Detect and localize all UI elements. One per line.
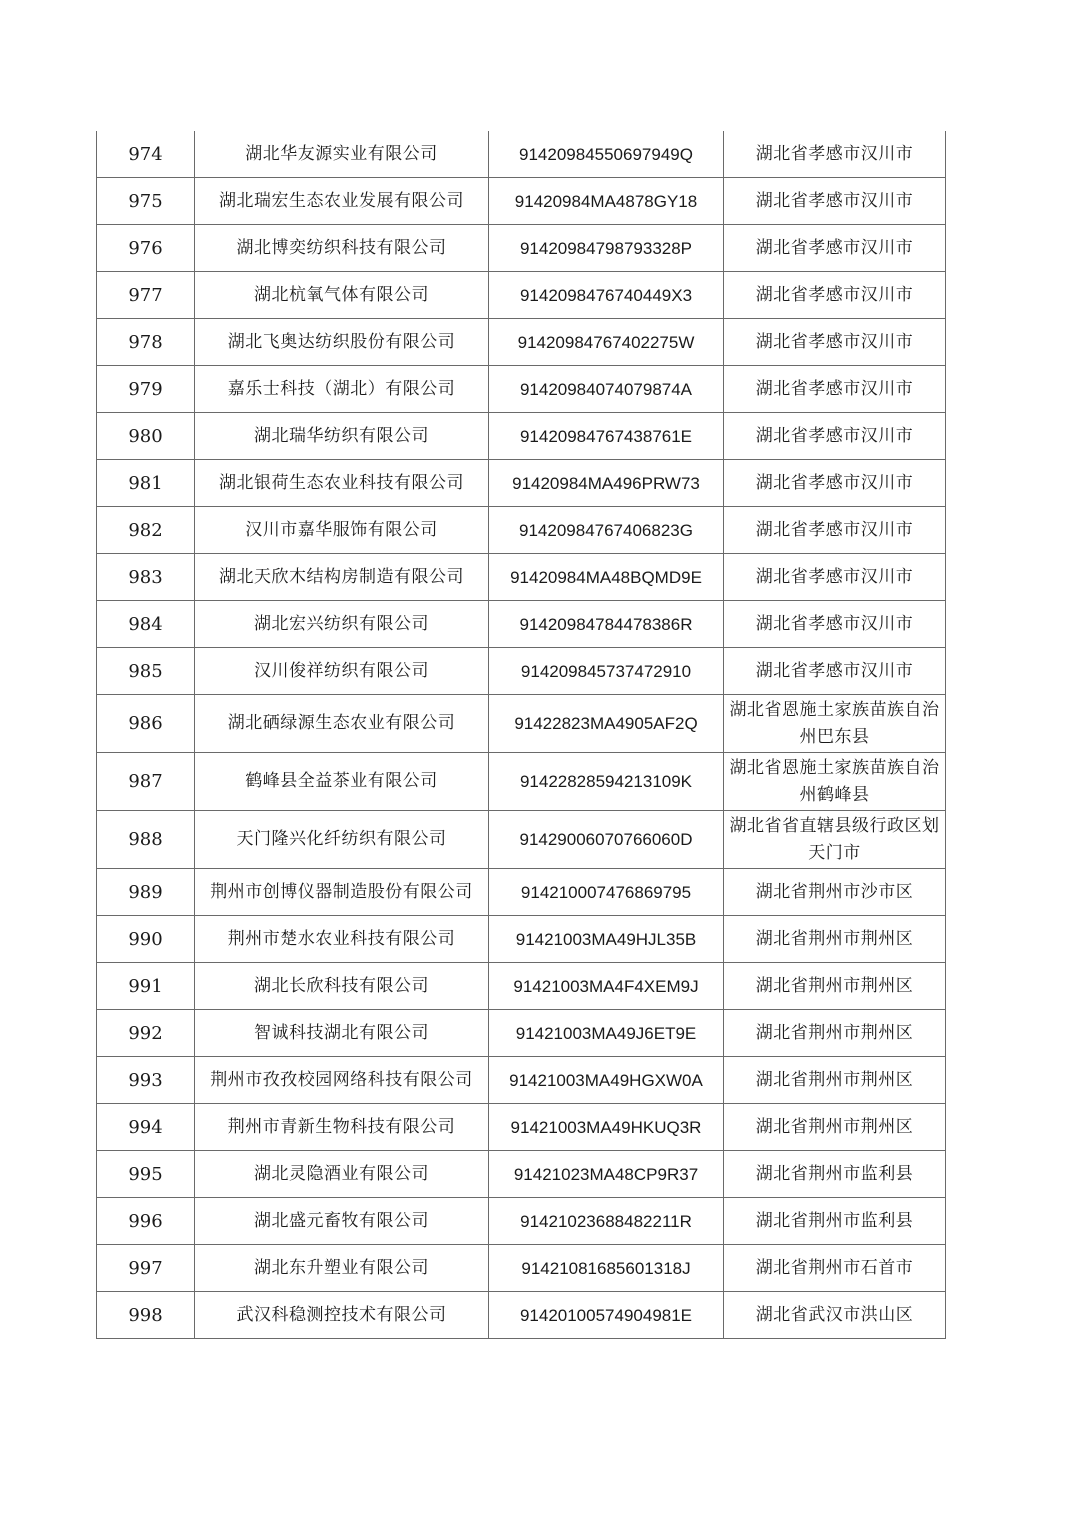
row-index-text: 998 — [128, 1304, 163, 1326]
table-row — [97, 225, 946, 272]
table-row — [97, 1104, 946, 1151]
row-index-cell — [97, 1104, 195, 1151]
row-index-text: 985 — [128, 660, 163, 682]
company-name-cell — [195, 225, 489, 272]
location-text: 湖北省孝感市汉川市 — [755, 237, 914, 258]
table-row — [97, 460, 946, 507]
location-cell — [724, 507, 946, 554]
location-text: 湖北省孝感市汉川市 — [755, 143, 914, 164]
table-row — [97, 1245, 946, 1292]
location-text: 湖北省孝感市汉川市 — [755, 566, 914, 587]
row-index-text: 997 — [128, 1257, 163, 1279]
row-index-text: 975 — [128, 190, 163, 212]
location-cell — [724, 1151, 946, 1198]
table-row — [97, 869, 946, 916]
credit-code-cell — [489, 1104, 724, 1151]
location-cell — [724, 695, 946, 753]
credit-code-text: 91420984MA4878GY18 — [514, 191, 698, 211]
row-index-cell — [97, 319, 195, 366]
table-row — [97, 1057, 946, 1104]
company-list-table — [96, 131, 946, 1339]
table-row — [97, 695, 946, 753]
company-name-cell — [195, 1010, 489, 1057]
credit-code-text: 91420984MA496PRW73 — [512, 473, 700, 493]
credit-code-cell — [489, 648, 724, 695]
location-cell — [724, 648, 946, 695]
row-index-cell — [97, 963, 195, 1010]
table-row — [97, 753, 946, 811]
company-name-text: 湖北灵隐酒业有限公司 — [254, 1163, 429, 1184]
row-index-text: 994 — [128, 1116, 163, 1138]
credit-code-text: 91422828594213109K — [519, 772, 693, 791]
company-name-text: 湖北瑞宏生态农业发展有限公司 — [219, 190, 464, 211]
row-index-text: 990 — [128, 928, 163, 950]
location-text: 湖北省恩施土家族苗族自治州巴东县 — [729, 699, 940, 747]
credit-code-text: 91420100574904981E — [519, 1305, 693, 1325]
table-row — [97, 366, 946, 413]
company-name-cell — [195, 413, 489, 460]
table-row — [97, 963, 946, 1010]
credit-code-cell — [489, 1292, 724, 1339]
company-name-cell — [195, 1104, 489, 1151]
table-row — [97, 413, 946, 460]
credit-code-cell — [489, 1151, 724, 1198]
location-cell — [724, 225, 946, 272]
company-name-cell — [195, 272, 489, 319]
row-index-cell — [97, 366, 195, 413]
location-cell — [724, 272, 946, 319]
credit-code-cell — [489, 811, 724, 869]
credit-code-text: 91420984074079874A — [519, 379, 693, 399]
row-index-cell — [97, 1198, 195, 1245]
credit-code-text: 91421023MA48CP9R37 — [513, 1164, 699, 1184]
row-index-cell — [97, 507, 195, 554]
row-index-text: 981 — [128, 472, 163, 494]
credit-code-cell — [489, 319, 724, 366]
table-row — [97, 178, 946, 225]
location-text: 湖北省孝感市汉川市 — [755, 472, 914, 493]
table-body — [97, 131, 946, 1339]
row-index-text: 984 — [128, 613, 163, 635]
company-name-text: 天门隆兴化纤纺织有限公司 — [236, 829, 447, 849]
credit-code-text: 91420984767438761E — [519, 426, 693, 446]
location-text: 湖北省荆州市沙市区 — [755, 881, 914, 902]
table-row — [97, 272, 946, 319]
row-index-text: 980 — [128, 425, 163, 447]
row-index-text: 995 — [128, 1163, 163, 1185]
row-index-text: 988 — [128, 829, 163, 850]
location-text: 湖北省荆州市监利县 — [755, 1163, 914, 1184]
location-text: 湖北省荆州市荆州区 — [755, 975, 914, 996]
table-row — [97, 1010, 946, 1057]
company-name-text: 湖北博奕纺织科技有限公司 — [236, 237, 447, 258]
credit-code-cell — [489, 554, 724, 601]
location-text: 湖北省孝感市汉川市 — [755, 613, 914, 634]
location-cell — [724, 601, 946, 648]
location-text: 湖北省孝感市汉川市 — [755, 331, 914, 352]
company-name-cell — [195, 963, 489, 1010]
credit-code-text: 91420984767406823G — [519, 520, 693, 540]
company-name-cell — [195, 1292, 489, 1339]
credit-code-text: 91420984MA48BQMD9E — [510, 567, 702, 587]
credit-code-cell — [489, 963, 724, 1010]
company-name-text: 湖北银荷生态农业科技有限公司 — [219, 472, 464, 493]
company-name-cell — [195, 869, 489, 916]
row-index-text: 977 — [128, 284, 163, 306]
location-text: 湖北省恩施土家族苗族自治州鹤峰县 — [729, 757, 940, 805]
company-name-text: 智诚科技湖北有限公司 — [254, 1022, 429, 1043]
company-name-text: 嘉乐士科技（湖北）有限公司 — [227, 378, 456, 399]
company-name-text: 荆州市孜孜校园网络科技有限公司 — [210, 1069, 473, 1090]
location-text: 湖北省荆州市荆州区 — [755, 1069, 914, 1090]
location-cell — [724, 1057, 946, 1104]
company-name-cell — [195, 366, 489, 413]
location-cell — [724, 869, 946, 916]
row-index-cell — [97, 648, 195, 695]
location-text: 湖北省孝感市汉川市 — [755, 284, 914, 305]
location-cell — [724, 413, 946, 460]
credit-code-text: 91420984798793328P — [519, 238, 693, 258]
table-row — [97, 1292, 946, 1339]
company-name-text: 湖北硒绿源生态农业有限公司 — [227, 713, 456, 733]
row-index-cell — [97, 131, 195, 178]
company-name-text: 湖北长欣科技有限公司 — [254, 975, 429, 996]
credit-code-text: 91421003MA49HJL35B — [515, 929, 697, 949]
row-index-text: 974 — [128, 143, 163, 165]
credit-code-cell — [489, 1245, 724, 1292]
location-cell — [724, 1292, 946, 1339]
location-cell — [724, 460, 946, 507]
table-row — [97, 507, 946, 554]
credit-code-cell — [489, 1057, 724, 1104]
location-cell — [724, 178, 946, 225]
row-index-text: 976 — [128, 237, 163, 259]
company-name-text: 湖北杭氧气体有限公司 — [254, 284, 429, 305]
table-row — [97, 601, 946, 648]
row-index-text: 991 — [128, 975, 163, 997]
company-name-cell — [195, 1151, 489, 1198]
location-text: 湖北省孝感市汉川市 — [755, 660, 914, 681]
company-name-cell — [195, 695, 489, 753]
location-text: 湖北省荆州市荆州区 — [755, 1116, 914, 1137]
credit-code-text: 91420984550697949Q — [519, 144, 693, 164]
company-name-cell — [195, 507, 489, 554]
row-index-cell — [97, 1010, 195, 1057]
company-name-cell — [195, 648, 489, 695]
table-row — [97, 648, 946, 695]
credit-code-text: 91421003MA4F4XEM9J — [513, 976, 699, 996]
row-index-text: 992 — [128, 1022, 163, 1044]
company-name-text: 湖北盛元畜牧有限公司 — [254, 1210, 429, 1231]
credit-code-cell — [489, 131, 724, 178]
location-cell — [724, 1198, 946, 1245]
company-name-text: 湖北天欣木结构房制造有限公司 — [219, 566, 464, 587]
credit-code-cell — [489, 1198, 724, 1245]
company-name-cell — [195, 554, 489, 601]
location-cell — [724, 1104, 946, 1151]
credit-code-cell — [489, 460, 724, 507]
location-text: 湖北省武汉市洪山区 — [755, 1304, 914, 1325]
location-cell — [724, 319, 946, 366]
company-name-text: 湖北瑞华纺织有限公司 — [254, 425, 429, 446]
company-name-text: 湖北宏兴纺织有限公司 — [254, 613, 429, 634]
row-index-cell — [97, 869, 195, 916]
location-cell — [724, 1245, 946, 1292]
row-index-cell — [97, 272, 195, 319]
credit-code-text: 91422823MA4905AF2Q — [514, 714, 698, 733]
credit-code-cell — [489, 413, 724, 460]
company-name-cell — [195, 178, 489, 225]
credit-code-cell — [489, 869, 724, 916]
row-index-cell — [97, 1292, 195, 1339]
row-index-cell — [97, 695, 195, 753]
credit-code-cell — [489, 601, 724, 648]
credit-code-text: 91420984784478386R — [519, 614, 693, 634]
credit-code-text: 91421003MA49HGXW0A — [509, 1070, 703, 1090]
company-name-cell — [195, 319, 489, 366]
row-index-text: 989 — [128, 881, 163, 903]
credit-code-text: 91421003MA49J6ET9E — [515, 1023, 697, 1043]
company-name-text: 荆州市青新生物科技有限公司 — [227, 1116, 456, 1137]
credit-code-cell — [489, 272, 724, 319]
row-index-cell — [97, 601, 195, 648]
company-name-cell — [195, 1198, 489, 1245]
credit-code-cell — [489, 753, 724, 811]
row-index-cell — [97, 178, 195, 225]
credit-code-cell — [489, 178, 724, 225]
credit-code-cell — [489, 366, 724, 413]
row-index-cell — [97, 1151, 195, 1198]
row-index-cell — [97, 554, 195, 601]
location-text: 湖北省孝感市汉川市 — [755, 425, 914, 446]
location-text: 湖北省省直辖县级行政区划天门市 — [729, 815, 940, 863]
credit-code-text: 914210007476869795 — [520, 882, 692, 902]
row-index-cell — [97, 811, 195, 869]
table-row — [97, 811, 946, 869]
location-text: 湖北省荆州市荆州区 — [755, 928, 914, 949]
location-text: 湖北省荆州市荆州区 — [755, 1022, 914, 1043]
company-name-cell — [195, 1245, 489, 1292]
row-index-cell — [97, 916, 195, 963]
company-name-cell — [195, 1057, 489, 1104]
table-row — [97, 1151, 946, 1198]
credit-code-text: 9142098476740449X3 — [519, 285, 693, 305]
company-name-text: 汉川俊祥纺织有限公司 — [254, 660, 429, 681]
credit-code-text: 91420984767402275W — [517, 332, 695, 352]
location-cell — [724, 366, 946, 413]
credit-code-cell — [489, 225, 724, 272]
location-text: 湖北省荆州市监利县 — [755, 1210, 914, 1231]
company-name-cell — [195, 601, 489, 648]
table-row — [97, 916, 946, 963]
row-index-text: 986 — [128, 713, 163, 734]
credit-code-text: 914209845737472910 — [520, 661, 692, 681]
location-cell — [724, 963, 946, 1010]
location-text: 湖北省荆州市石首市 — [755, 1257, 914, 1278]
row-index-text: 996 — [128, 1210, 163, 1232]
company-name-text: 汉川市嘉华服饰有限公司 — [245, 519, 438, 540]
company-name-text: 湖北飞奥达纺织股份有限公司 — [227, 331, 456, 352]
table-row — [97, 1198, 946, 1245]
location-text: 湖北省孝感市汉川市 — [755, 378, 914, 399]
row-index-cell — [97, 460, 195, 507]
row-index-text: 987 — [128, 771, 163, 792]
credit-code-cell — [489, 916, 724, 963]
company-name-text: 湖北华友源实业有限公司 — [245, 143, 438, 164]
table-row — [97, 319, 946, 366]
table-row — [97, 131, 946, 178]
row-index-cell — [97, 753, 195, 811]
company-name-text: 武汉科稳测控技术有限公司 — [236, 1304, 447, 1325]
company-name-cell — [195, 460, 489, 507]
credit-code-text: 91421023688482211R — [520, 1211, 692, 1231]
location-cell — [724, 811, 946, 869]
company-name-cell — [195, 916, 489, 963]
location-text: 湖北省孝感市汉川市 — [755, 190, 914, 211]
row-index-cell — [97, 413, 195, 460]
credit-code-cell — [489, 507, 724, 554]
company-name-cell — [195, 753, 489, 811]
location-cell — [724, 131, 946, 178]
credit-code-text: 91421081685601318J — [521, 1258, 691, 1278]
row-index-cell — [97, 1057, 195, 1104]
row-index-text: 983 — [128, 566, 163, 588]
location-cell — [724, 1010, 946, 1057]
row-index-text: 979 — [128, 378, 163, 400]
row-index-text: 978 — [128, 331, 163, 353]
company-name-text: 鹤峰县全益茶业有限公司 — [245, 771, 438, 791]
company-name-cell — [195, 131, 489, 178]
company-name-text: 湖北东升塑业有限公司 — [254, 1257, 429, 1278]
credit-code-text: 91429006070766060D — [519, 830, 693, 849]
row-index-cell — [97, 225, 195, 272]
company-name-cell — [195, 811, 489, 869]
credit-code-text: 91421003MA49HKUQ3R — [510, 1117, 702, 1137]
location-cell — [724, 753, 946, 811]
company-name-text: 荆州市楚水农业科技有限公司 — [227, 928, 456, 949]
row-index-text: 982 — [128, 519, 163, 541]
credit-code-cell — [489, 695, 724, 753]
row-index-cell — [97, 1245, 195, 1292]
credit-code-cell — [489, 1010, 724, 1057]
table-row — [97, 554, 946, 601]
company-name-text: 荆州市创博仪器制造股份有限公司 — [210, 881, 473, 902]
location-cell — [724, 916, 946, 963]
row-index-text: 993 — [128, 1069, 163, 1091]
location-cell — [724, 554, 946, 601]
location-text: 湖北省孝感市汉川市 — [755, 519, 914, 540]
